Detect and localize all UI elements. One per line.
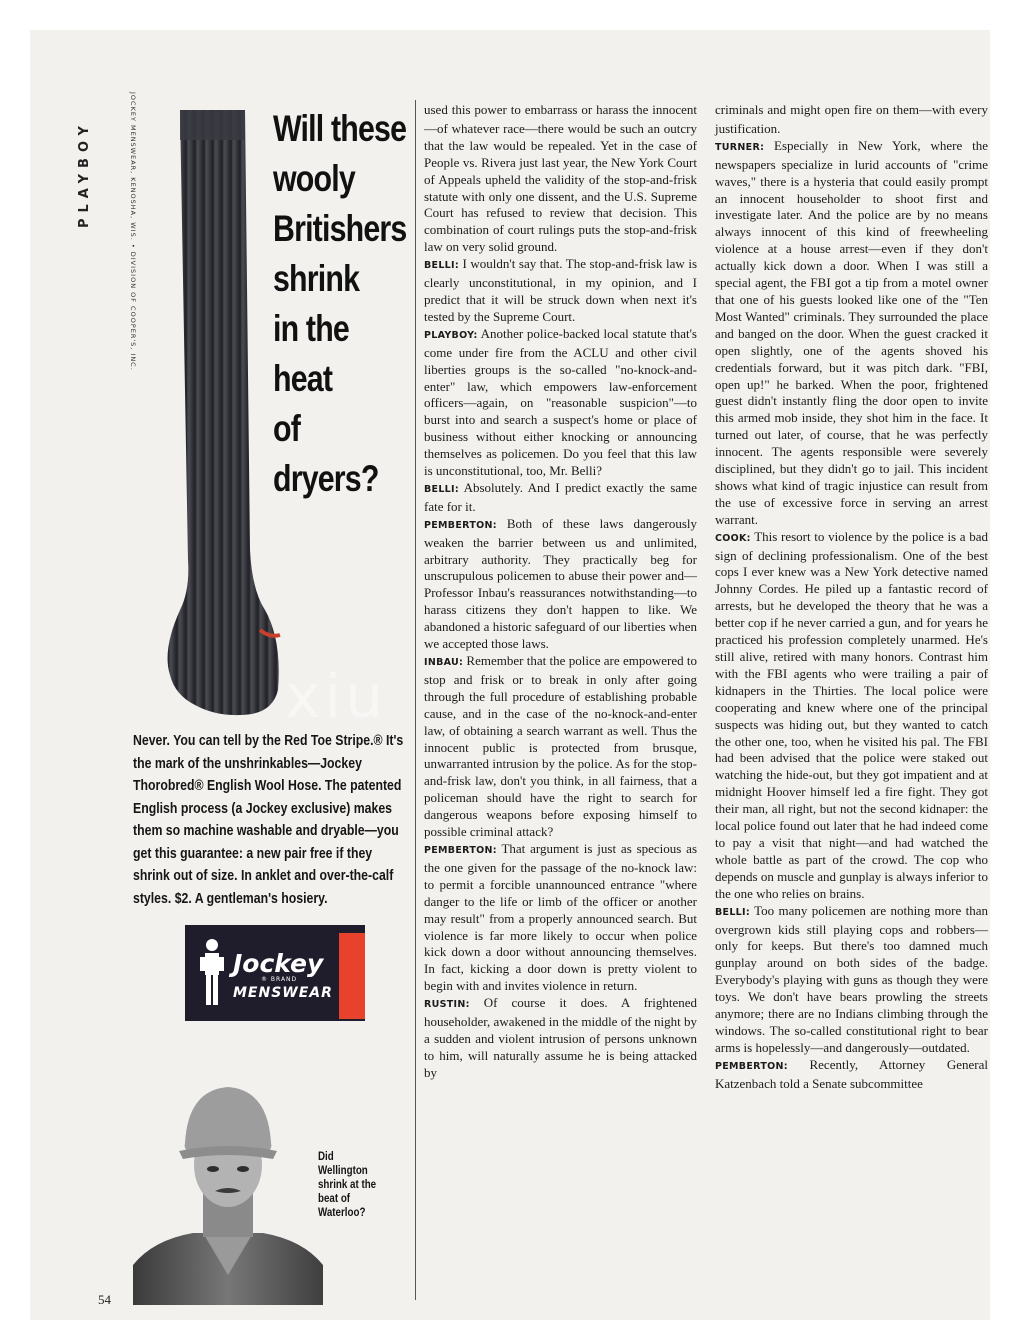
ad-credit-line: JOCKEY MENSWEAR, KENOSHA, WIS. • DIVISION OF COOPER'S, INC. xyxy=(129,92,137,371)
headline-line: in the xyxy=(273,308,349,349)
paragraph-text: Too many policemen are nothing more than overgrown kids still playing cops and robbers—only for keeps. But there's too damned much gunplay around on both sides of the badge. Everybody's playing with guns as though they were toys. We don't have bears prowling the streets anymore; there are no Indians climbing through the windows. The so-called constitutional right to bear arms is hopelessly—and dangerously—outdated. xyxy=(715,902,988,1055)
paragraph-text: Especially in New York, where the newspapers specialize in lurid accounts of "crime waves," there is a hysteria that could easily prompt an innocent householder to shoot first and investigate later. And the police are by no means always innocent of this kind of freewheeling violence at a house arrest—even if they don't actually kick down a door. When I was still a special agent, the FBI got a tip from a motel owner that one of his guests looked like one of the "Ten Most Wanted" criminals. They surrounded the place and banged on the door. When the guest cracked it open slightly, one of the agents shoved his credentials forward, but it was pitch dark. "FBI, open up!" he barked. When the poor, frightened guest didn't instantly fling the door open to invite this armed mob inside, they shot him in the face. It turned out later, of course, that he was perfectly innocent. The agents responsible were severely disciplined, but they didn't go to jail. This incident shows what kind of tragic injustice can result from the use of excessive force in serving an arrest warrant. xyxy=(715,137,988,527)
headline-line: Britishers xyxy=(273,208,407,249)
headline-line: of xyxy=(273,408,301,449)
paragraph xyxy=(424,480,697,516)
ad-headline xyxy=(273,104,407,504)
logo-brand-mark: ® BRAND xyxy=(261,976,298,983)
portrait-caption: Did Wellington shrink at the beat of Waterloo? xyxy=(318,1151,377,1219)
page-number: 54 xyxy=(98,1292,111,1307)
headline-line: wooly xyxy=(273,158,355,199)
speaker: BELLI: xyxy=(424,483,459,495)
paragraph-text: I wouldn't say that. The stop-and-frisk law is clearly unconstitutional, in my opinion, and I predict that it will be struck down when next it's tested by the Supreme Court. xyxy=(424,256,698,324)
paragraph xyxy=(424,516,697,653)
paragraph xyxy=(424,653,697,841)
paragraph xyxy=(424,326,697,480)
speaker: PEMBERTON: xyxy=(424,844,497,856)
magazine-name: PLAYBOY xyxy=(77,120,92,228)
speaker: PEMBERTON: xyxy=(424,519,497,531)
paragraph xyxy=(424,995,697,1082)
jockey-figure-icon xyxy=(197,937,227,1013)
paragraph-text: Absolutely. And I predict exactly the same fate for it. xyxy=(424,479,697,514)
paragraph xyxy=(715,1057,988,1093)
paragraph-text: criminals and might open fire on them—with every justification. xyxy=(715,102,988,136)
speaker: BELLI: xyxy=(715,906,750,918)
speaker: RUSTIN: xyxy=(424,999,470,1011)
speaker: TURNER: xyxy=(715,141,765,153)
wellington-portrait xyxy=(133,1065,323,1305)
headline-line: Will these xyxy=(273,108,407,149)
paragraph xyxy=(424,256,697,326)
headline-line: dryers? xyxy=(273,458,379,499)
paragraph-text: That argument is just as specious as the one given for the passage of the no-knock law: to permit a forcible unannounced entrance "where danger to the life or limb of the officer or another may result" from a properly announced search. But violence is far more likely to occur when police kick down a door without announcing themselves. In fact, kicking a door down is pretty violent to begin with and invites violence in return. xyxy=(424,840,698,994)
headline-line: shrink xyxy=(273,258,360,299)
sock-illustration xyxy=(140,90,290,730)
logo-red-stripe xyxy=(339,933,365,1019)
speaker: PEMBERTON: xyxy=(715,1060,788,1072)
paragraph xyxy=(715,529,988,903)
speaker: PLAYBOY: xyxy=(424,329,478,341)
ad-body-copy: Never. You can tell by the Red Toe Stripe.® It's the mark of the unshrinkables—Jockey Thorobred® English Wool Hose. The patented English process (a Jockey exclusive) makes them so machine washable and dryable—you get this guarantee: a new pair free if they shrink out of size. In anklet and over-the-calf styles. $2. A gentleman's hosiery. xyxy=(133,733,404,907)
article-column-2 xyxy=(715,102,988,1093)
speaker: BELLI: xyxy=(424,260,459,272)
speaker: COOK: xyxy=(715,532,751,544)
paragraph xyxy=(715,903,988,1057)
paragraph xyxy=(424,102,697,256)
column-rule xyxy=(415,100,416,1300)
paragraph-text: used this power to embarrass or harass the innocent—of whatever race—there would be such an outcry that the law would be repealed. Yet in the case of People vs. Rivera just last year, the New York Court of Appeals upheld the validity of the stop-and-frisk statute with only one dissent, and the U.S. Supreme Court has refused to review that decision. This combination of court rulings puts the stop-and-frisk law on very solid ground. xyxy=(424,102,697,255)
logo-brand: Jockey xyxy=(233,949,324,978)
paragraph-text: Of course it does. A frightened householder, awakened in the middle of the night by a sudden and violent intrusion of persons unknown to him, will naturally assume he is being attacked by xyxy=(424,995,698,1080)
magazine-page xyxy=(30,30,990,1320)
article-column-1 xyxy=(424,102,697,1082)
paragraph-text: This resort to violence by the police is a bad sign of declining professionalism. One of the best cops I ever knew was a New York detective named Johnny Cordes. He piled up a fantastic record of arrests, but he developed the theory that he was a better cop if he never carried a gun, and for years he practiced his profession completely unarmed. He's still alive, retired with many honors. Contrast him with the FBI agents who were trailing a pair of kidnapers in the Thirties. The local police were cooperating and knew where one of the principal suspects was hiding out, but they wanted to catch the other one, too, when he visited his pal. The FBI had been advised that the police were staked out watching the hide-out, but they got impatient and at midnight Hoover himself led a fire fight. They got their man, all right, but not the second kidnaper: the local police found out later that he had indeed come to pay a visit that night—and had watched the whole battle as part of the crowd. The cop who depends on muscle and gunplay is always inferior to the one who relies on brains. xyxy=(715,528,988,901)
headline-line: heat xyxy=(273,358,333,399)
paragraph xyxy=(715,138,988,529)
paragraph-text: Remember that the police are empowered to stop and frisk or to break in only after going through the full procedure of establishing probable cause, and in the case of the no-knock-and-enter law, of obtaining a search warrant as well. Thus the innocent public is protected from brusque, unwarranted intrusion by the police. As for the stop-and-frisk law, don't you think, in all fairness, that a policeman should have the right to search for dangerous weapons before exposing himself to possible criminal attack? xyxy=(424,653,698,840)
paragraph xyxy=(424,841,697,995)
jockey-logo xyxy=(185,925,365,1021)
paragraph-text: Both of these laws dangerously weaken the barrier between us and unlimited, arbitrary authority. They practically beg for unscrupulous policemen to abuse their power and—Professor Inbau's reassurances notwithstanding—to harass citizens they don't happen to like. We abandoned a historic safeguard of our liberties when we accepted those laws. xyxy=(424,515,697,652)
watermark: xiu xyxy=(285,662,388,732)
paragraph xyxy=(715,102,988,138)
paragraph-text: Another police-backed local statute that's come under fire from the ACLU and other civil liberties groups is the so-called "no-knock-and-enter" law, which empowers law-enforcement officers—again, on "reasonable suspicion"—to burst into and search a suspect's home or place of business without either knocking or announcing themselves as policemen. Do you feel that this law is unconstitutional, too, Mr. Belli? xyxy=(424,325,697,479)
speaker: INBAU: xyxy=(424,657,464,668)
paragraph-text: Recently, Attorney General Katzenbach told a Senate subcommittee xyxy=(715,1056,988,1091)
logo-menswear: MENSWEAR xyxy=(233,985,333,1001)
